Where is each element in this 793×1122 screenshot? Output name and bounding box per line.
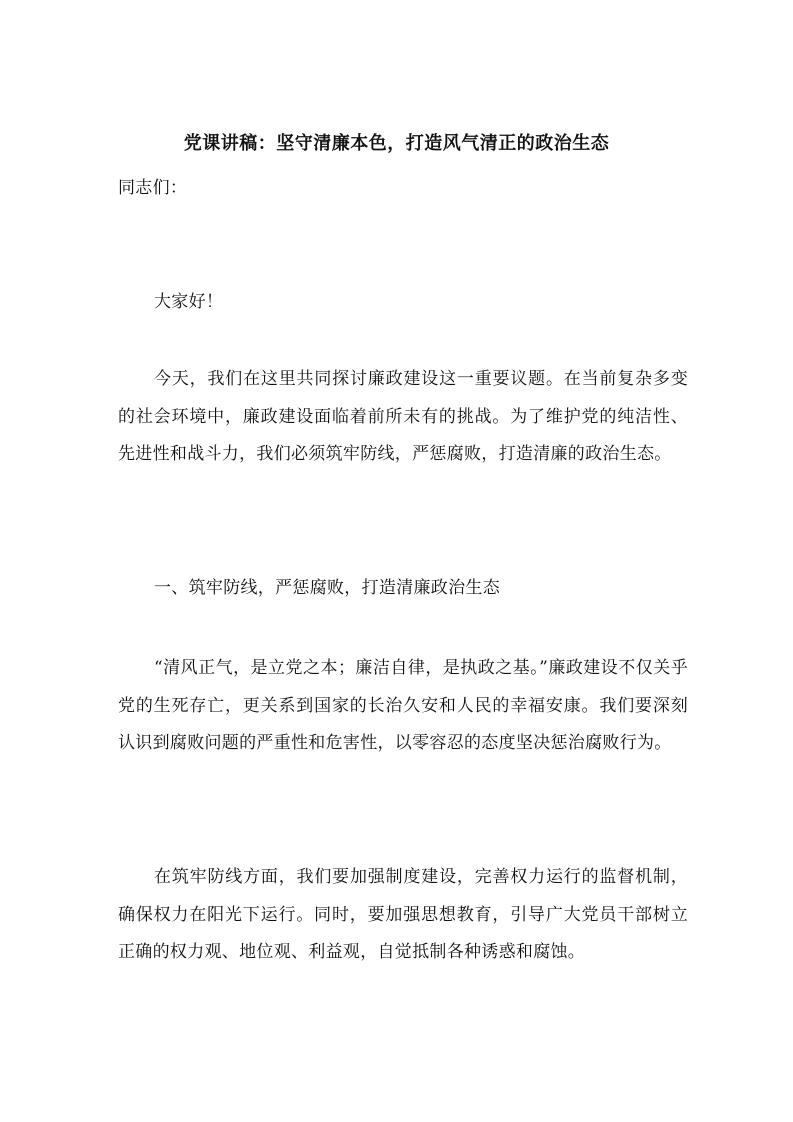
section-heading-1: 一、筑牢防线，严惩腐败，打造清廉政治生态 [154,578,500,598]
paragraph-3: 在筑牢防线方面，我们要加强制度建设，完善权力运行的监督机制，确保权力在阳光下运行。同时，要加强思想教育，引导广大党员干部树立正确的权力观、地位观、利益观，自觉抵制各种诱惑和腐蚀。 [118,867,688,962]
paragraph-2: “清风正气，是立党之本；廉洁自律，是执政之基。”廉政建设不仅关乎党的生死存亡，更关系到国家的长治久安和人民的幸福安康。我们要深刻认识到腐败问题的严重性和危害性，以零容忍的态度坚决惩治腐败行为。 [118,658,688,753]
salutation: 同志们： [118,178,188,198]
greeting: 大家好！ [154,292,224,312]
document-title: 党课讲稿：坚守清廉本色，打造风气清正的政治生态 [183,133,610,154]
paragraph-1: 今天，我们在这里共同探讨廉政建设这一重要议题。在当前复杂多变的社会环境中，廉政建设面临着前所未有的挑战。为了维护党的纯洁性、先进性和战斗力，我们必须筑牢防线，严惩腐败，打造清廉的政治生态。 [118,369,688,464]
